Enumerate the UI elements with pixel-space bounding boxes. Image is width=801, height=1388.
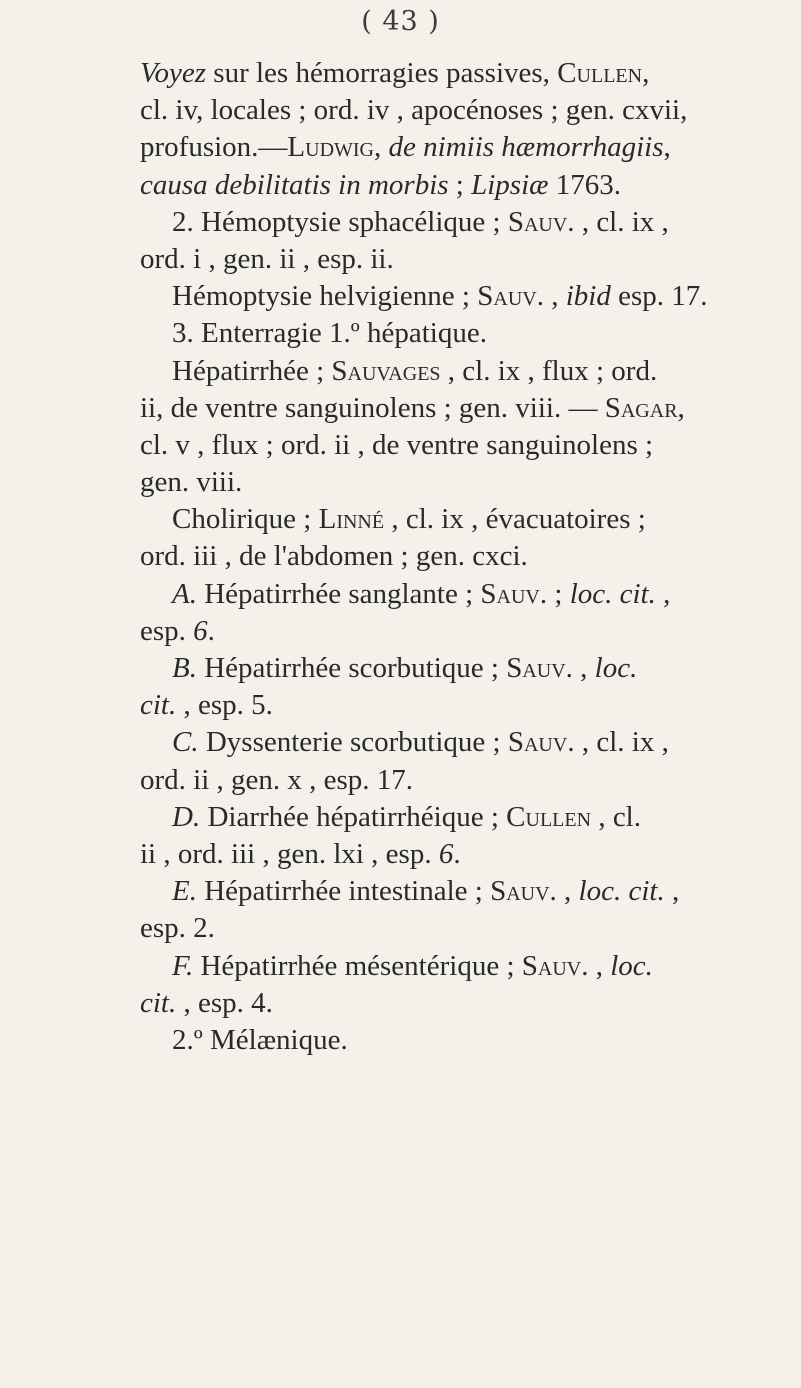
text-line — [140, 910, 660, 947]
text-line — [140, 129, 671, 166]
text-segment: 3. Enterragie 1.º hépatique. — [172, 317, 487, 350]
text-segment: esp. 17. — [610, 280, 708, 313]
text-segment: , — [543, 280, 566, 313]
text-segment: ord. iii , de l'abdomen ; gen. cxci. — [140, 540, 528, 573]
text-segment: sur les hémorragies passives, — [206, 57, 558, 89]
text-segment: Dyssenterie scorbutique ; — [198, 726, 508, 759]
text-line — [140, 427, 660, 464]
text-segment: Hépatirrhée sanglante ; — [196, 577, 481, 610]
text-line — [140, 501, 660, 538]
text-segment: , — [588, 949, 611, 982]
italic-text: loc. — [610, 949, 653, 982]
text-line — [140, 390, 685, 427]
text-segment: ; — [547, 577, 570, 610]
text-segment: , cl. — [591, 800, 641, 833]
small-caps-text: Sauv. — [477, 280, 544, 313]
text-line — [140, 92, 688, 129]
text-segment: cl. v , flux ; ord. ii , de ventre sanguinolens ; — [140, 428, 654, 461]
italic-text: cit. — [140, 689, 177, 722]
text-segment: ii , ord. iii , gen. lxi , esp. — [140, 837, 439, 870]
small-caps-text: Sauv. — [521, 949, 589, 982]
italic-text: cit. — [140, 986, 177, 1019]
text-line — [140, 315, 660, 352]
text-line — [140, 799, 660, 836]
italic-text: loc. cit. — [569, 577, 656, 610]
text-segment: , — [374, 131, 389, 164]
text-line — [140, 241, 660, 278]
small-caps-text: Sauv. — [507, 205, 575, 238]
text-line — [140, 650, 660, 687]
italic-text: D. — [172, 800, 201, 833]
text-segment: , — [663, 131, 671, 164]
small-caps-text: Ludwig — [287, 131, 375, 164]
italic-text: loc. cit. — [578, 875, 665, 908]
text-segment: Hépatirrhée mésentérique ; — [193, 949, 522, 982]
italic-text: Voyez — [140, 57, 207, 89]
italic-text: C. — [172, 726, 199, 759]
text-segment: Hémoptysie helvigienne ; — [172, 280, 478, 313]
italic-text: 6 — [438, 837, 454, 870]
text-segment: 2.º Mélænique. — [172, 1023, 348, 1056]
text-segment: Cholirique ; — [172, 503, 319, 536]
text-line — [140, 613, 660, 650]
italic-text: E. — [172, 875, 197, 908]
text-line — [140, 204, 669, 241]
text-segment: , — [677, 391, 685, 424]
text-line — [140, 762, 660, 799]
text-segment: , esp. 4. — [176, 986, 273, 1019]
text-segment: profusion.— — [140, 131, 288, 164]
text-segment: , — [572, 652, 595, 684]
small-caps-text: Sauv. — [480, 577, 548, 610]
text-segment: esp. 2. — [140, 912, 215, 945]
text-segment: , cl. ix , — [574, 205, 669, 238]
text-line — [140, 278, 708, 315]
text-segment: , — [556, 875, 579, 908]
italic-text: F. — [172, 949, 194, 982]
text-segment: , — [642, 57, 650, 89]
text-segment: , cl. ix , — [574, 726, 669, 759]
small-caps-text: Sauv. — [490, 875, 557, 908]
text-segment: . — [453, 837, 461, 870]
italic-text: causa debilitatis in morbis — [140, 168, 449, 201]
text-segment: Hépatirrhée scorbutique ; — [196, 652, 507, 684]
text-line — [140, 687, 660, 724]
text-segment: . — [207, 614, 215, 647]
text-line — [140, 724, 669, 761]
text-segment: 2. Hémoptysie sphacélique ; — [172, 205, 508, 238]
text-line — [140, 576, 671, 613]
small-caps-text: Sauv. — [506, 652, 573, 684]
text-line — [140, 1022, 660, 1059]
text-segment: esp. — [140, 614, 194, 647]
text-segment: 1763. — [548, 168, 621, 201]
text-segment: Hépatirrhée ; — [172, 354, 332, 387]
text-segment: ord. i , gen. ii , esp. ii. — [140, 242, 394, 275]
small-caps-text: Cullen — [557, 57, 643, 89]
small-caps-text: Sagar — [604, 391, 678, 424]
text-segment: ii, de ventre sanguinolens ; gen. viii. — — [140, 391, 605, 424]
text-line — [140, 873, 680, 910]
italic-text: de nimiis hæmorrhagiis — [388, 131, 664, 164]
page-number: ( 43 ) — [361, 6, 440, 37]
italic-text: 6 — [193, 614, 208, 647]
italic-text: loc. — [594, 652, 638, 684]
text-segment: Diarrhée hépatirrhéique ; — [200, 800, 507, 833]
text-segment: , cl. ix , flux ; ord. — [440, 354, 658, 387]
text-line — [140, 167, 660, 204]
small-caps-text: Linné — [318, 503, 385, 536]
text-segment: gen. viii. — [140, 466, 243, 499]
text-segment: , cl. ix , évacuatoires ; — [384, 503, 646, 536]
text-segment: , esp. 5. — [176, 689, 273, 722]
text-line — [140, 985, 660, 1022]
text-line — [140, 353, 660, 390]
text-segment: , — [655, 577, 671, 610]
text-line — [140, 836, 660, 873]
text-segment: cl. iv, locales ; ord. iv , apocénoses ; gen. cxvii, — [140, 94, 688, 127]
text-line — [140, 538, 660, 575]
small-caps-text: Sauv. — [507, 726, 575, 759]
text-segment: ; — [448, 168, 472, 201]
text-line — [140, 55, 660, 92]
body-text — [140, 55, 708, 1059]
text-line — [140, 464, 660, 501]
text-segment: Hépatirrhée intestinale ; — [196, 875, 491, 908]
small-caps-text: Cullen — [506, 800, 592, 833]
italic-text: Lipsiæ — [471, 168, 549, 201]
italic-text: B. — [172, 652, 197, 684]
small-caps-text: Sauvages — [331, 354, 441, 387]
italic-text: A. — [172, 577, 197, 610]
text-line — [140, 948, 660, 985]
text-segment: , — [664, 875, 680, 908]
text-segment: ord. ii , gen. x , esp. 17. — [140, 763, 414, 796]
italic-text: ibid — [565, 280, 611, 313]
